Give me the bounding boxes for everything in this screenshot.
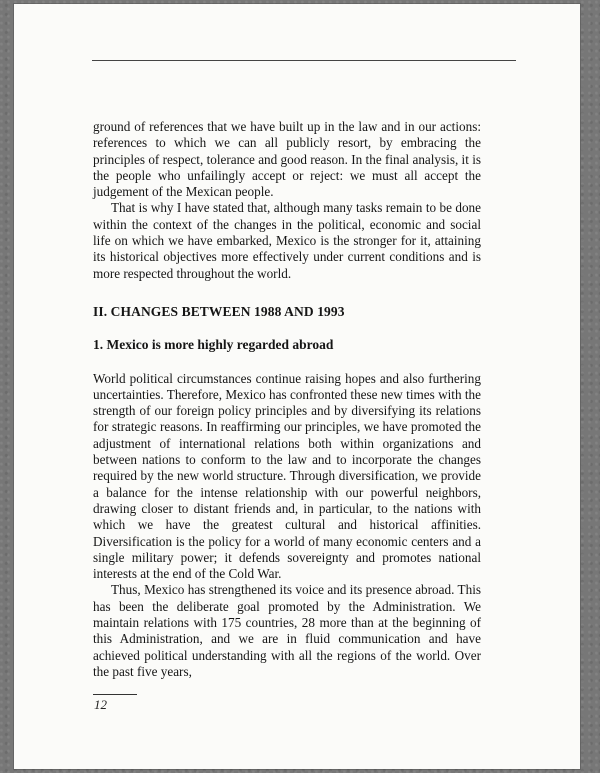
- body-paragraph: ground of references that we have built up in the law and in our actions: references to which we can all publicly resort, by embracing the principles of respect, tolerance and good reason. In the final analysis, it is the people who unfailingly accept or reject: we must all accept the judgement of the Mexican people.: [93, 119, 481, 200]
- header-rule: [92, 60, 516, 61]
- sub-heading: 1. Mexico is more highly regarded abroad: [93, 337, 334, 353]
- page-body: [93, 119, 481, 680]
- body-paragraph: World political circumstances continue raising hopes and also furthering uncertainties. Therefore, Mexico has confronted these new times with the strength of our foreign policy principles and by diversifying its relations for strategic reasons. In reaffirming our principles, we have promoted the adjustment of international relations both within organizations and between nations to conform to the law and to incorporate the changes required by the new world structure. Through diversification, we provide a balance for the intense relationship with our powerful neighbors, drawing closer to distant friends and, in particular, to the nations with which we have the greatest cultural and historical affinities. Diversification is the policy for a world of many economic centers and a single military power; it defends sovereignty and promotes national interests at the end of the Cold War.: [93, 370, 481, 582]
- footer-rule: [93, 694, 137, 695]
- section-heading: II. CHANGES BETWEEN 1988 AND 1993: [93, 303, 345, 319]
- body-paragraph: Thus, Mexico has strengthened its voice and its presence abroad. This has been the deliberate goal promoted by the Administration. We maintain relations with 175 countries, 28 more than at the beginning of this Administration, and we are in fluid communication and have achieved political understanding with all the regions of the world. Over the past five years,: [93, 582, 481, 679]
- document-page: [14, 4, 580, 769]
- body-paragraph: That is why I have stated that, although many tasks remain to be done within the context of the changes in the political, economic and social life on which we have embarked, Mexico is the stronger for it, attaining its historical objectives more effectively under current conditions and is more respected throughout the world.: [93, 200, 481, 281]
- spacer: [93, 354, 481, 371]
- page-number: 12: [94, 697, 107, 712]
